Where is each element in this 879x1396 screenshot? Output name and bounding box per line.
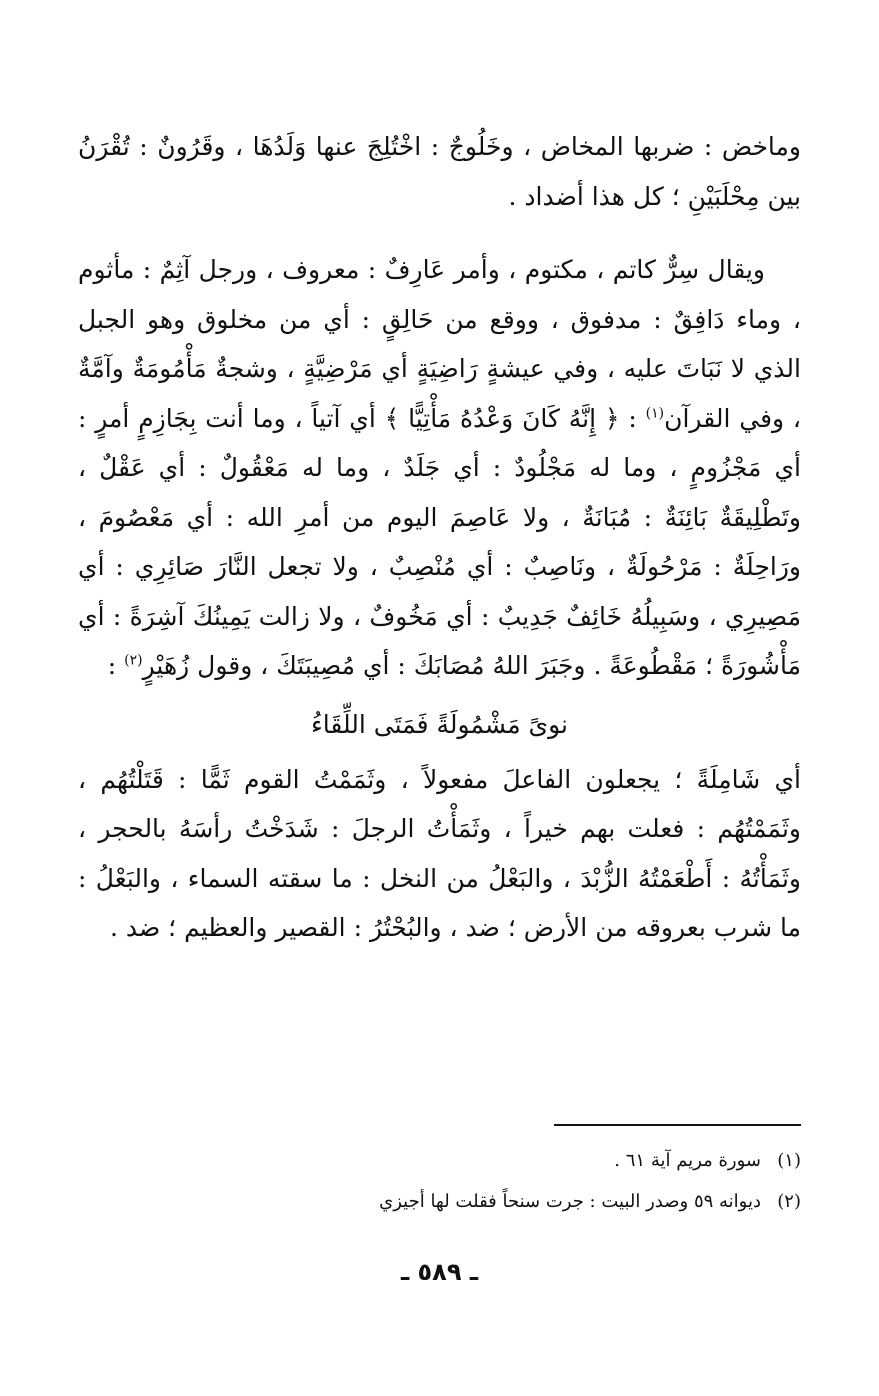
paragraph-2-part-2: : ﴿ إِنَّهُ كَانَ وَعْدُهُ مَأْتِيًّا ﴾ أي آتياً ، وما أنت بِجَازِمٍ أمرٍ : أي مَجْزُومٍ ، وما له مَجْلُودٌ : أي جَلَدٌ ، وما له مَعْقُولٌ : أي عَقْلٌ ، وتَطْلِيقَةٌ بَائِنَةٌ : مُبَانَةٌ ، ولا عَاصِمَ اليوم من أمرِ الله : أي مَعْصُومَ ، ورَاحِلَةٌ : مَرْحُولَةٌ ، ونَاصِبٌ : أي مُنْصِبٌ ، ولا تجعل النَّارَ صَائِرِي : أي مَصِيرِي ، وسَبِيلُهُ خَائِفٌ جَدِيبٌ : أي مَخُوفٌ ، ولا زالت يَمِينُكَ آشِرَةً : أي مَأْشُورَةً ؛ مَقْطُوعَةً . وجَبَرَ اللهُ مُصَابَكَ : أي مُصِيبَتَكَ ، وقول زُهَيْرٍ (78, 403, 801, 680)
footnote-separator (554, 1124, 801, 1126)
poetry-verse: نوىً مَشْمُولَةً فَمَتَى اللِّقَاءُ (310, 709, 568, 739)
paragraph-2-part-3: : (107, 651, 125, 680)
footnote-2 (78, 1181, 801, 1222)
main-text (78, 122, 801, 953)
paragraph-3: أي شَامِلَةً ؛ يجعلون الفاعلَ مفعولاً ، وثَمَمْتُ القوم ثَمًّا : قَتَلْتُهُم ، وثَمَمْتُهُم : فعلت بهم خيراً ، وثَمَأْتُ الرجلَ : شَدَخْتُ رأسَهُ بالحجر ، وثَمَأْتُهُ : أَطْعَمْتُهُ الزُّبْدَ ، والبَعْلُ من النخل : ما سقته السماء ، والبَعْلُ : ما شرب بعروقه من الأرض ؛ ضد ، والبُحْتُرُ : القصير والعظيم ؛ ضد . (78, 764, 801, 942)
footnote-number: (٢) (777, 1191, 801, 1212)
footnotes (78, 1140, 801, 1222)
footnote-text: سورة مريم آية ٦١ . (614, 1150, 761, 1171)
footnote-number: (١) (777, 1150, 801, 1171)
paragraph-2-part-1: ويقال سِرٌّ كاتم ، مكتوم ، وأمر عَارِفٌ : معروف ، ورجل آثِمٌ : مأثوم ، وماء دَافِقٌ : مدفوق ، ووقع من حَالِقٍ : أي من مخلوق وهو الجبل الذي لا نَبَاتَ عليه ، وفي عيشةٍ رَاضِيَةٍ أي مَرْضِيَّةٍ ، وشجةٌ مَأْمُومَةٌ وآمَّةٌ ، وفي القرآن (78, 255, 801, 433)
footnote-text: ديوانه ٥٩ وصدر البيت : جرت سنحاً فقلت لها أجيزي (379, 1191, 761, 1212)
footnote-ref-2: (٢) (124, 652, 143, 669)
footnote-1 (78, 1140, 801, 1181)
paragraph-1: وماخض : ضربها المخاض ، وخَلُوجٌ : اخْتُلِجَ عنها وَلَدُهَا ، وقَرُونٌ : تُقْرَنُ بين مِحْلَبَيْنِ ؛ كل هذا أضداد . (78, 132, 801, 211)
paragraph-2 (78, 245, 801, 691)
footnote-ref-1: (١) (645, 405, 665, 422)
page-number: ـ ٥٨٩ ـ (400, 1258, 479, 1286)
